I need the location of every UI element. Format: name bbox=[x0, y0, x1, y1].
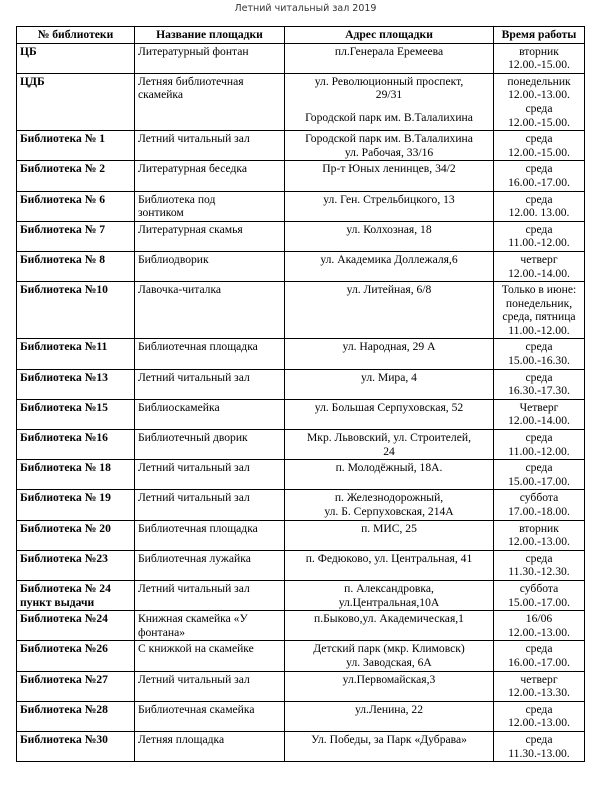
library-number-line: Библиотека № 6 bbox=[20, 192, 106, 206]
venue-name-line: Лавочка-читалка bbox=[138, 283, 222, 297]
working-hours-cell bbox=[494, 73, 585, 130]
venue-address-line: Пр-т Юных ленинцев, 34/2 bbox=[322, 162, 456, 176]
venue-name-cell bbox=[135, 161, 285, 191]
library-number-line: Библиотека №15 bbox=[20, 400, 108, 414]
venue-address-line: п. Железнодорожный, bbox=[334, 491, 444, 505]
library-number-cell bbox=[17, 550, 135, 580]
venue-name-cell bbox=[135, 369, 285, 399]
working-hours-line: 11.00.-12.00. bbox=[508, 323, 570, 337]
library-number-line: Библиотека № 1 bbox=[20, 132, 106, 146]
working-hours-line: Четверг bbox=[519, 400, 559, 414]
venue-name-cell bbox=[135, 251, 285, 281]
venue-address-line: п. Молодёжный, 18А. bbox=[335, 461, 443, 475]
venue-name-line: Летний читальный зал bbox=[138, 132, 250, 146]
library-number-line: Библиотека №13 bbox=[20, 370, 108, 384]
venue-name-cell bbox=[135, 550, 285, 580]
working-hours-line: суббота bbox=[519, 581, 559, 595]
working-hours-line: среда bbox=[525, 642, 553, 656]
working-hours-line: 16.00.-17.00. bbox=[508, 175, 570, 189]
working-hours-line: 12.00.-15.00. bbox=[508, 58, 570, 72]
venue-name-line: Литературная скамья bbox=[138, 222, 243, 236]
table-row bbox=[17, 282, 585, 339]
working-hours-cell bbox=[494, 580, 585, 610]
venue-address-line: Ул. Победы, за Парк «Дубрава» bbox=[311, 732, 467, 746]
working-hours-line: Только в июне: bbox=[501, 283, 577, 297]
working-hours-line: 11.00.-12.00. bbox=[508, 444, 570, 458]
venue-address-cell bbox=[285, 460, 494, 490]
table-row bbox=[17, 369, 585, 399]
working-hours-line: 12.00.-13.00. bbox=[508, 535, 570, 549]
table-row bbox=[17, 161, 585, 191]
library-number-line: Библиотека №30 bbox=[20, 732, 108, 746]
table-row bbox=[17, 671, 585, 701]
working-hours-line: понедельник, bbox=[505, 296, 573, 310]
working-hours-line: 12.00.-13.00. bbox=[508, 88, 570, 102]
working-hours-line: 12.00. 13.00. bbox=[508, 206, 570, 220]
table-row bbox=[17, 339, 585, 369]
venue-name-line: Летний читальный зал bbox=[138, 461, 250, 475]
venue-address-cell bbox=[285, 430, 494, 460]
library-number-line: ЦБ bbox=[20, 44, 37, 58]
library-number-line: пункт выдачи bbox=[20, 595, 95, 609]
working-hours-line: 12.00.-15.00. bbox=[508, 145, 570, 159]
library-number-cell bbox=[17, 520, 135, 550]
table-row bbox=[17, 550, 585, 580]
working-hours-cell bbox=[494, 161, 585, 191]
library-number-cell bbox=[17, 73, 135, 130]
library-number-line: Библиотека №26 bbox=[20, 642, 108, 656]
library-number-line: Библиотека № 7 bbox=[20, 222, 106, 236]
library-number-cell bbox=[17, 580, 135, 610]
venue-address-line: ул. Ген. Стрельбицкого, 13 bbox=[323, 192, 455, 206]
venue-address-cell bbox=[285, 550, 494, 580]
venue-address-line: ул. Революционный проспект, bbox=[314, 74, 464, 88]
working-hours-line: среда bbox=[525, 370, 553, 384]
working-hours-line: четверг bbox=[520, 252, 558, 266]
working-hours-line: среда bbox=[525, 551, 553, 565]
venue-address-line: Детский парк (мкр. Климовск) bbox=[313, 642, 465, 656]
venue-address-cell bbox=[285, 369, 494, 399]
working-hours-cell bbox=[494, 430, 585, 460]
document-caption: Летний читальный зал 2019 bbox=[234, 3, 377, 14]
library-number-cell bbox=[17, 731, 135, 761]
venue-address-line: ул. Академика Доллежаля,6 bbox=[320, 252, 458, 266]
venue-name-line: Библиотечный дворик bbox=[138, 431, 248, 445]
venue-name-line: Библиотека под bbox=[138, 192, 216, 206]
venue-address-cell bbox=[285, 731, 494, 761]
venue-address-cell bbox=[285, 282, 494, 339]
table-row bbox=[17, 73, 585, 130]
venue-address-line: Городской парк им. В.Талалихина bbox=[305, 132, 473, 146]
venue-address-line: пл.Генерала Еремеева bbox=[334, 44, 444, 58]
venue-name-cell bbox=[135, 399, 285, 429]
working-hours-line: 15.00.-16.30. bbox=[508, 354, 570, 368]
library-number-cell bbox=[17, 339, 135, 369]
working-hours-cell bbox=[494, 490, 585, 520]
library-number-cell bbox=[17, 43, 135, 73]
venue-name-line: Летняя библиотечная bbox=[138, 74, 244, 88]
working-hours-cell bbox=[494, 221, 585, 251]
working-hours-line: 17.00.-18.00. bbox=[508, 505, 570, 518]
working-hours-line: 16.00.-17.00. bbox=[508, 655, 570, 669]
working-hours-line: 11.30.-13.00. bbox=[508, 746, 570, 760]
venue-address-line: ул. Колхозная, 18 bbox=[346, 222, 432, 236]
venue-name-line: зонтиком bbox=[138, 206, 184, 220]
venue-name-line: Летняя площадка bbox=[138, 732, 225, 746]
libraries-schedule-table bbox=[16, 26, 585, 762]
venue-name-cell bbox=[135, 460, 285, 490]
working-hours-line: понедельник bbox=[507, 74, 571, 88]
venue-address-cell bbox=[285, 221, 494, 251]
venue-address-line: ул. Заводская, 6А bbox=[346, 655, 432, 669]
working-hours-line: вторник bbox=[519, 44, 559, 58]
venue-address-line: 29/31 bbox=[375, 88, 403, 102]
venue-name-line: Библиодворик bbox=[138, 252, 209, 266]
venue-address-cell bbox=[285, 131, 494, 161]
working-hours-cell bbox=[494, 671, 585, 701]
venue-address-line: ул.Ленина, 22 bbox=[354, 702, 424, 716]
working-hours-cell bbox=[494, 701, 585, 731]
working-hours-cell bbox=[494, 731, 585, 761]
venue-name-cell bbox=[135, 520, 285, 550]
working-hours-line: 16/06 bbox=[525, 612, 553, 626]
venue-address-line: Мкр. Львовский, ул. Строителей, bbox=[307, 431, 471, 445]
venue-name-cell bbox=[135, 611, 285, 641]
table-row bbox=[17, 399, 585, 429]
library-number-line: Библиотека №24 bbox=[20, 612, 108, 626]
table-row bbox=[17, 430, 585, 460]
venue-address-cell bbox=[285, 641, 494, 671]
working-hours-cell bbox=[494, 251, 585, 281]
library-number-cell bbox=[17, 701, 135, 731]
venue-name-line: Летний читальный зал bbox=[138, 491, 250, 505]
working-hours-cell bbox=[494, 399, 585, 429]
venue-name-cell bbox=[135, 641, 285, 671]
working-hours-line: среда bbox=[525, 702, 553, 716]
venue-name-line: Библиотечная площадка bbox=[138, 521, 258, 535]
working-hours-line: среда bbox=[525, 101, 553, 115]
working-hours-line: среда bbox=[525, 340, 553, 354]
library-number-cell bbox=[17, 191, 135, 221]
table-row bbox=[17, 701, 585, 731]
venue-address-cell bbox=[285, 399, 494, 429]
library-number-line: Библиотека №11 bbox=[20, 340, 108, 354]
venue-name-line: скамейка bbox=[138, 88, 184, 102]
library-number-line: Библиотека №27 bbox=[20, 672, 108, 686]
library-number-line: Библиотека №23 bbox=[20, 551, 108, 565]
working-hours-line: 12.00.-14.00. bbox=[508, 414, 570, 428]
venue-name-line: Библиотечная лужайка bbox=[138, 551, 251, 565]
working-hours-line: 12.00.-15.00. bbox=[508, 115, 570, 129]
venue-address-cell bbox=[285, 73, 494, 130]
venue-address-cell bbox=[285, 191, 494, 221]
library-number-cell bbox=[17, 369, 135, 399]
library-number-cell bbox=[17, 430, 135, 460]
venue-name-cell bbox=[135, 671, 285, 701]
venue-name-cell bbox=[135, 701, 285, 731]
working-hours-cell bbox=[494, 282, 585, 339]
library-number-cell bbox=[17, 399, 135, 429]
library-number-line: Библиотека № 2 bbox=[20, 162, 106, 176]
working-hours-cell bbox=[494, 520, 585, 550]
working-hours-line: суббота bbox=[519, 491, 559, 505]
venue-name-cell bbox=[135, 131, 285, 161]
library-number-line: Библиотека № 8 bbox=[20, 252, 106, 266]
library-number-cell bbox=[17, 251, 135, 281]
table-row bbox=[17, 611, 585, 641]
table-body bbox=[17, 43, 585, 762]
header-venue-address: Адрес площадки bbox=[285, 27, 494, 44]
venue-name-line: Библиоскамейка bbox=[138, 400, 220, 414]
venue-address-line: ул. Народная, 29 А bbox=[342, 340, 436, 354]
table-row bbox=[17, 641, 585, 671]
working-hours-line: 12.00.-13.30. bbox=[508, 686, 570, 700]
table-row bbox=[17, 580, 585, 610]
working-hours-cell bbox=[494, 641, 585, 671]
working-hours-line: среда bbox=[525, 431, 553, 445]
working-hours-cell bbox=[494, 369, 585, 399]
venue-name-line: С книжкой на скамейке bbox=[138, 642, 254, 656]
venue-name-line: Книжная скамейка «У bbox=[138, 612, 248, 626]
working-hours-line: 11.30.-12.30. bbox=[508, 565, 570, 579]
venue-name-cell bbox=[135, 43, 285, 73]
venue-address-line: ул. Большая Серпуховская, 52 bbox=[314, 400, 464, 414]
venue-name-cell bbox=[135, 339, 285, 369]
working-hours-line: среда bbox=[525, 461, 553, 475]
working-hours-line: среда bbox=[525, 162, 553, 176]
venue-address-cell bbox=[285, 43, 494, 73]
venue-address-line: п.Быково,ул. Академическая,1 bbox=[314, 612, 464, 626]
library-number-cell bbox=[17, 641, 135, 671]
venue-name-line: Летний читальный зал bbox=[138, 581, 250, 595]
library-number-cell bbox=[17, 131, 135, 161]
library-number-line: Библиотека №16 bbox=[20, 431, 108, 445]
venue-address-line: ул.Центральная,10А bbox=[338, 595, 440, 609]
table-row bbox=[17, 460, 585, 490]
library-number-cell bbox=[17, 611, 135, 641]
venue-name-line: Литературный фонтан bbox=[138, 44, 249, 58]
venue-address-line: ул. Рабочая, 33/16 bbox=[344, 145, 434, 159]
venue-name-cell bbox=[135, 731, 285, 761]
library-number-cell bbox=[17, 282, 135, 339]
venue-name-line: фонтана» bbox=[138, 625, 186, 639]
working-hours-cell bbox=[494, 611, 585, 641]
venue-name-cell bbox=[135, 282, 285, 339]
library-number-cell bbox=[17, 490, 135, 520]
library-number-line: Библиотека № 20 bbox=[20, 521, 111, 535]
venue-name-cell bbox=[135, 73, 285, 130]
working-hours-line: среда, пятница bbox=[502, 310, 576, 324]
working-hours-line: 12.00.-13.00. bbox=[508, 625, 570, 639]
library-number-line: Библиотека № 18 bbox=[20, 461, 111, 475]
venue-name-cell bbox=[135, 430, 285, 460]
venue-name-line: Летний читальный зал bbox=[138, 370, 250, 384]
working-hours-line: среда bbox=[525, 732, 553, 746]
library-number-cell bbox=[17, 460, 135, 490]
venue-name-cell bbox=[135, 191, 285, 221]
venue-address-line: 24 bbox=[383, 444, 395, 458]
venue-name-line: Литературная беседка bbox=[138, 162, 247, 176]
venue-address-line: Городской парк им. В.Талалихина bbox=[305, 110, 473, 124]
venue-name-cell bbox=[135, 580, 285, 610]
header-working-hours: Время работы bbox=[494, 27, 585, 44]
library-number-cell bbox=[17, 161, 135, 191]
working-hours-line: 16.30.-17.30. bbox=[508, 384, 570, 398]
venue-address-cell bbox=[285, 701, 494, 731]
table-row bbox=[17, 221, 585, 251]
working-hours-cell bbox=[494, 191, 585, 221]
venue-address-line: п. МИС, 25 bbox=[361, 521, 417, 535]
venue-name-cell bbox=[135, 221, 285, 251]
working-hours-cell bbox=[494, 131, 585, 161]
venue-address-cell bbox=[285, 339, 494, 369]
working-hours-cell bbox=[494, 460, 585, 490]
working-hours-line: вторник bbox=[519, 521, 559, 535]
venue-address-cell bbox=[285, 161, 494, 191]
venue-name-line: Летний читальный зал bbox=[138, 672, 250, 686]
venue-name-cell bbox=[135, 490, 285, 520]
table-row bbox=[17, 43, 585, 73]
working-hours-line: 12.00.-13.00. bbox=[508, 716, 570, 730]
venue-address-cell bbox=[285, 671, 494, 701]
table-row bbox=[17, 731, 585, 761]
library-number-cell bbox=[17, 671, 135, 701]
library-number-line: Библиотека № 19 bbox=[20, 491, 111, 505]
library-number-line: Библиотека №10 bbox=[20, 283, 108, 297]
working-hours-line: 11.00.-12.00. bbox=[508, 236, 570, 250]
venue-name-line: Библиотечная площадка bbox=[138, 340, 258, 354]
working-hours-line: 15.00.-17.00. bbox=[508, 474, 570, 488]
venue-address-cell bbox=[285, 251, 494, 281]
working-hours-cell bbox=[494, 550, 585, 580]
venue-address-cell bbox=[285, 611, 494, 641]
library-number-cell bbox=[17, 221, 135, 251]
table-row bbox=[17, 520, 585, 550]
working-hours-line: 12.00.-14.00. bbox=[508, 266, 570, 280]
table-row bbox=[17, 131, 585, 161]
working-hours-line: среда bbox=[525, 192, 553, 206]
working-hours-line: 15.00.-17.00. bbox=[508, 595, 570, 609]
header-library-number: № библиотеки bbox=[17, 27, 135, 44]
header-venue-name: Название площадки bbox=[135, 27, 285, 44]
address-spacer bbox=[288, 102, 490, 111]
working-hours-cell bbox=[494, 339, 585, 369]
venue-address-cell bbox=[285, 520, 494, 550]
library-number-line: Библиотека №28 bbox=[20, 702, 108, 716]
table-row bbox=[17, 191, 585, 221]
table-header-row bbox=[17, 27, 585, 44]
working-hours-line: среда bbox=[525, 132, 553, 146]
venue-address-cell bbox=[285, 580, 494, 610]
venue-address-line: ул.Первомайская,3 bbox=[342, 672, 436, 686]
venue-address-line: п. Федюково, ул. Центральная, 41 bbox=[305, 551, 473, 565]
venue-address-cell bbox=[285, 490, 494, 520]
library-number-line: ЦДБ bbox=[20, 74, 45, 88]
venue-address-line: ул. Мира, 4 bbox=[361, 370, 417, 384]
working-hours-cell bbox=[494, 43, 585, 73]
venue-address-line: ул. Литейная, 6/8 bbox=[346, 283, 432, 297]
table-row bbox=[17, 490, 585, 520]
table-row bbox=[17, 251, 585, 281]
working-hours-line: среда bbox=[525, 222, 553, 236]
venue-address-line: ул. Б. Серпуховская, 214А bbox=[324, 505, 454, 518]
venue-address-line: п. Александровка, bbox=[344, 581, 434, 595]
working-hours-line: четверг bbox=[520, 672, 558, 686]
venue-name-line: Библиотечная скамейка bbox=[138, 702, 255, 716]
library-number-line: Библиотека № 24 bbox=[20, 581, 111, 595]
